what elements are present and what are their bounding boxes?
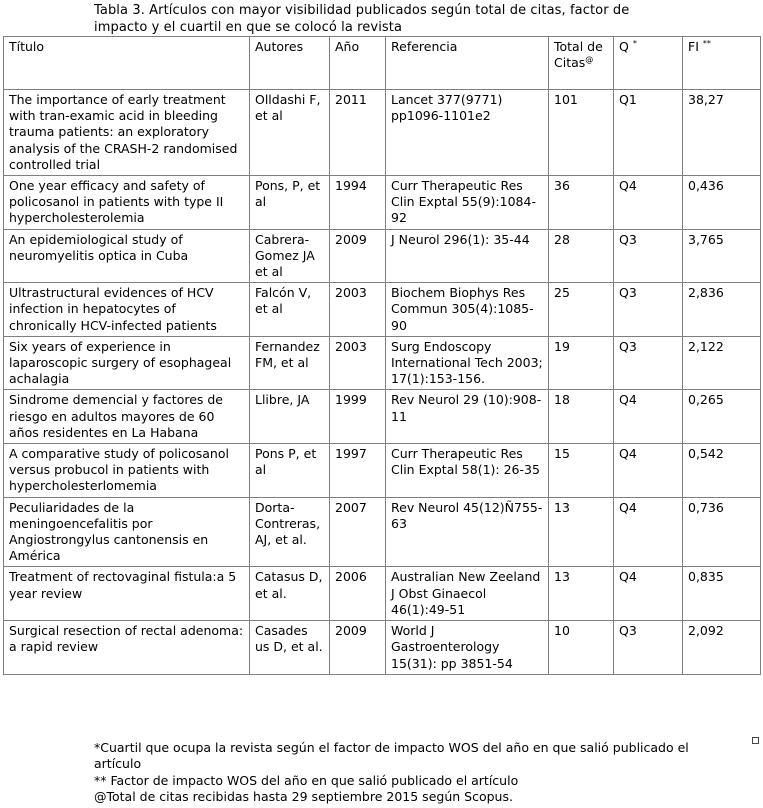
cell-fi: 2,122 bbox=[683, 336, 761, 390]
footnote-total-citas: @Total de citas recibidas hasta 29 septiembre 2015 según Scopus. bbox=[94, 789, 513, 805]
cell-citas: 25 bbox=[549, 283, 614, 337]
cell-titulo: One year efficacy and safety of policosanol in patients with type II hypercholesterolemia bbox=[4, 176, 250, 230]
cell-referencia: Curr Therapeutic Res Clin Exptal 58(1): 26-35 bbox=[386, 444, 549, 498]
table-row bbox=[4, 176, 761, 230]
cell-citas: 13 bbox=[549, 567, 614, 621]
cell-citas: 28 bbox=[549, 229, 614, 283]
fi-footnote-mark: ** bbox=[702, 38, 711, 48]
cell-titulo: Ultrastructural evidences of HCV infection in hepatocytes of chronically HCV-infected patients bbox=[4, 283, 250, 337]
cell-q: Q4 bbox=[614, 444, 683, 498]
cell-referencia: Lancet 377(9771) pp1096-1101e2 bbox=[386, 90, 549, 176]
cell-anio: 2003 bbox=[330, 283, 386, 337]
cell-referencia: J Neurol 296(1): 35-44 bbox=[386, 229, 549, 283]
cell-titulo: The importance of early treatment with tran-examic acid in bleeding trauma patients: an exploratory analysis of the CRASH-2 randomised controlled trial bbox=[4, 90, 250, 176]
cell-fi: 0,436 bbox=[683, 176, 761, 230]
cell-titulo: Sindrome demencial y factores de riesgo en adultos mayores de 60 años residentes en La Habana bbox=[4, 390, 250, 444]
table-row bbox=[4, 90, 761, 176]
cell-citas: 10 bbox=[549, 621, 614, 675]
cell-citas: 101 bbox=[549, 90, 614, 176]
cell-autores: Pons P, et al bbox=[250, 444, 330, 498]
footnotes bbox=[94, 740, 734, 806]
cell-titulo: Six years of experience in laparoscopic surgery of esophageal achalagia bbox=[4, 336, 250, 390]
table-row bbox=[4, 390, 761, 444]
cell-anio: 2011 bbox=[330, 90, 386, 176]
citas-footnote-mark: @ bbox=[585, 55, 594, 65]
cell-autores: Pons, P, et al bbox=[250, 176, 330, 230]
cell-q: Q3 bbox=[614, 336, 683, 390]
table-row bbox=[4, 283, 761, 337]
cell-referencia: Curr Therapeutic Res Clin Exptal 55(9):1084-92 bbox=[386, 176, 549, 230]
cell-q: Q4 bbox=[614, 390, 683, 444]
header-row bbox=[4, 37, 761, 90]
header-anio: Año bbox=[330, 37, 386, 90]
cell-referencia: Surg Endoscopy International Tech 2003; 17(1):153-156. bbox=[386, 336, 549, 390]
header-citas: Total de Citas@ bbox=[549, 37, 614, 90]
cell-q: Q3 bbox=[614, 283, 683, 337]
footnote-factor-impacto: ** Factor de impacto WOS del año en que salió publicado el artículo bbox=[94, 772, 519, 788]
cell-referencia: Australian New Zeeland J Obst Ginaecol 46(1):49-51 bbox=[386, 567, 549, 621]
cell-q: Q4 bbox=[614, 497, 683, 567]
resize-handle[interactable] bbox=[752, 737, 759, 744]
cell-fi: 3,765 bbox=[683, 229, 761, 283]
cell-anio: 1999 bbox=[330, 390, 386, 444]
q-footnote-mark: * bbox=[632, 38, 637, 48]
cell-referencia: Rev Neurol 45(12)Ñ755-63 bbox=[386, 497, 549, 567]
cell-titulo: Treatment of rectovaginal fistula:a 5 year review bbox=[4, 567, 250, 621]
cell-anio: 2003 bbox=[330, 336, 386, 390]
cell-autores: Cabrera-Gomez JA et al bbox=[250, 229, 330, 283]
cell-anio: 2009 bbox=[330, 621, 386, 675]
cell-fi: 0,542 bbox=[683, 444, 761, 498]
cell-q: Q4 bbox=[614, 567, 683, 621]
cell-fi: 2,092 bbox=[683, 621, 761, 675]
cell-autores: Dorta-Contreras, AJ, et al. bbox=[250, 497, 330, 567]
cell-anio: 1997 bbox=[330, 444, 386, 498]
cell-anio: 2007 bbox=[330, 497, 386, 567]
header-autores: Autores bbox=[250, 37, 330, 90]
cell-referencia: World J Gastroenterology 15(31): pp 3851-54 bbox=[386, 621, 549, 675]
table-row bbox=[4, 621, 761, 675]
cell-fi: 0,265 bbox=[683, 390, 761, 444]
cell-autores: Catasus D, et al. bbox=[250, 567, 330, 621]
cell-autores: Llibre, JA bbox=[250, 390, 330, 444]
cell-citas: 19 bbox=[549, 336, 614, 390]
table-row bbox=[4, 567, 761, 621]
table-caption: Tabla 3. Artículos con mayor visibilidad publicados según total de citas, factor de impacto y el cuartil en que se colocó la revista bbox=[94, 3, 630, 35]
cell-fi: 0,736 bbox=[683, 497, 761, 567]
cell-q: Q3 bbox=[614, 229, 683, 283]
cell-titulo: An epidemiological study of neuromyelitis optica in Cuba bbox=[4, 229, 250, 283]
cell-fi: 38,27 bbox=[683, 90, 761, 176]
header-referencia: Referencia bbox=[386, 37, 549, 90]
cell-citas: 13 bbox=[549, 497, 614, 567]
cell-q: Q1 bbox=[614, 90, 683, 176]
cell-referencia: Rev Neurol 29 (10):908-11 bbox=[386, 390, 549, 444]
cell-autores: Casades us D, et al. bbox=[250, 621, 330, 675]
cell-q: Q3 bbox=[614, 621, 683, 675]
footnote-cuartil: *Cuartil que ocupa la revista según el factor de impacto WOS del año en que salió publicado el artículo bbox=[94, 740, 689, 772]
table-row bbox=[4, 336, 761, 390]
cell-titulo: Surgical resection of rectal adenoma: a rapid review bbox=[4, 621, 250, 675]
cell-fi: 2,836 bbox=[683, 283, 761, 337]
cell-anio: 2006 bbox=[330, 567, 386, 621]
table-row bbox=[4, 444, 761, 498]
cell-anio: 1994 bbox=[330, 176, 386, 230]
cell-autores: Olldashi F, et al bbox=[250, 90, 330, 176]
cell-referencia: Biochem Biophys Res Commun 305(4):1085-90 bbox=[386, 283, 549, 337]
cell-citas: 18 bbox=[549, 390, 614, 444]
cell-fi: 0,835 bbox=[683, 567, 761, 621]
cell-citas: 36 bbox=[549, 176, 614, 230]
header-fi: FI ** bbox=[683, 37, 761, 90]
cell-citas: 15 bbox=[549, 444, 614, 498]
cell-autores: Falcón V, et al bbox=[250, 283, 330, 337]
table-row bbox=[4, 229, 761, 283]
cell-autores: Fernandez FM, et al bbox=[250, 336, 330, 390]
table-row bbox=[4, 497, 761, 567]
cell-titulo: A comparative study of policosanol versus probucol in patients with hypercholesterlomemia bbox=[4, 444, 250, 498]
cell-anio: 2009 bbox=[330, 229, 386, 283]
cell-titulo: Peculiaridades de la meningoencefalitis por Angiostrongylus cantonensis en América bbox=[4, 497, 250, 567]
header-q: Q * bbox=[614, 37, 683, 90]
articles-table bbox=[3, 36, 761, 675]
cell-q: Q4 bbox=[614, 176, 683, 230]
header-titulo: Título bbox=[4, 37, 250, 90]
